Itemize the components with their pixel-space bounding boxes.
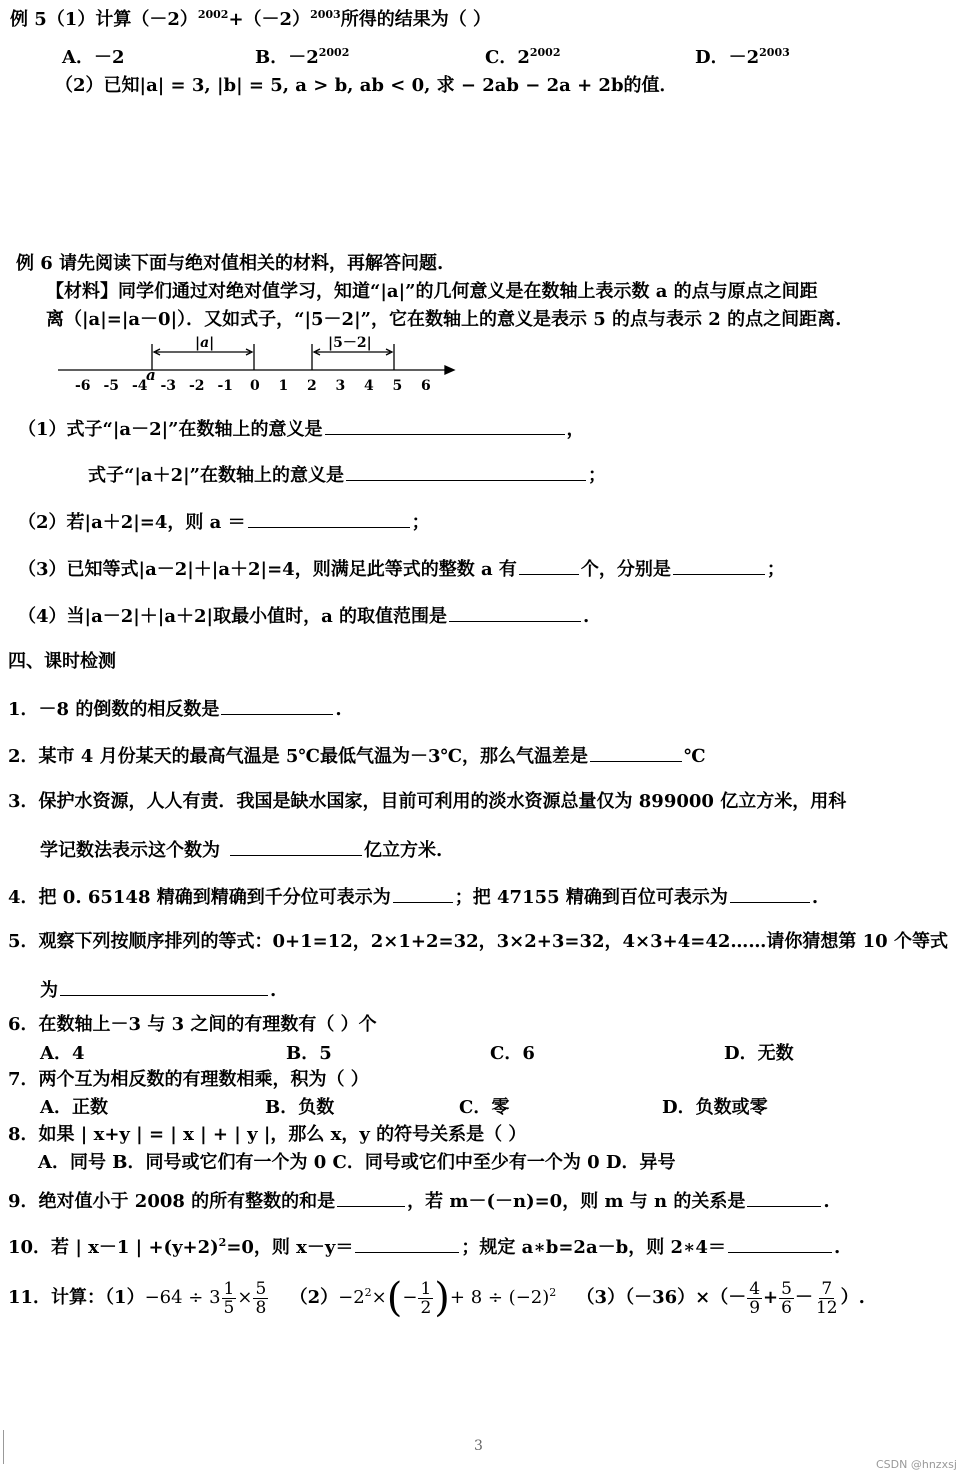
answer-blank-s4q4b[interactable] [730, 884, 810, 903]
fraction-1-5: $\frac{1}{5}$ [223, 1278, 235, 1318]
ex5-question2: （2）已知|a| = 3, |b| = 5, a > b, ab < 0, 求 − 2ab − 2a + 2b的值． [55, 75, 678, 96]
fraction-4-9: $\frac{4}{9}$ [749, 1278, 761, 1318]
s4-q2: 2．某市 4 月份某天的最高气温是 5℃最低气温为－3℃，那么气温差是 ℃ [8, 743, 706, 769]
ex6-part4: （4）当|a－2|＋|a＋2|取最小值时，a 的取值范围是 . [18, 603, 589, 629]
tick-label: 1 [278, 378, 289, 394]
ex5-option-b: B．$-2^{2002}$ [255, 46, 350, 68]
s4-q7-option-b: B．负数 [265, 1097, 335, 1118]
big-paren-left: ( [386, 1275, 403, 1321]
tick-label: -4 [132, 378, 148, 394]
s4-q8-options: A．同号 B．同号或它们有一个为 0 C．同号或它们中至少有一个为 0 D．异号 [38, 1152, 676, 1173]
s4-q3-line1: 3．保护水资源，人人有责．我国是缺水国家，目前可利用的淡水资源总量仅为 899000 亿立方米，用科 [8, 791, 847, 812]
answer-blank-s4q3[interactable] [230, 837, 362, 856]
answer-blank-3b[interactable] [673, 556, 765, 575]
page-number: 3 [474, 1438, 483, 1454]
number-line-arrow [445, 366, 454, 374]
ex6-material-line1: 【材料】同学们通过对绝对值学习，知道“|a|”的几何意义是在数轴上表示数 a 的点与原点之间距 [46, 281, 818, 302]
number-line-label-a: |a| [195, 335, 215, 351]
answer-blank-2[interactable] [248, 509, 410, 528]
answer-blank-s4q1[interactable] [221, 696, 333, 715]
answer-blank-s4q5[interactable] [60, 977, 268, 996]
s4-q10: 10．若 | x－1 | $+(y+2)^2=0$，则 x－y＝ ；规定 a∗b=2a－b，则 2∗4＝ . [8, 1236, 841, 1258]
ex6-part3: （3）已知等式|a－2|＋|a＋2|=4，则满足此等式的整数 a 有 个，分别是 ； [18, 556, 785, 582]
answer-blank-1b[interactable] [346, 462, 586, 481]
tick-label: -2 [189, 378, 205, 394]
s4-q7-option-a: A．正数 [40, 1097, 108, 1118]
tick-label: -5 [103, 378, 120, 394]
s4-q6-option-a: A．4 [40, 1043, 85, 1064]
s4-q11: 11．计算：（1）−64 ÷ 3 $\frac{1}{5}$ × $\frac{5}{8}$ $(2)-2^2\times(-$ $\frac{1}{2}$ )+ $8 \div (-2)^2$ （3）（－36）×（－ $\frac{4}{9}$ + $\frac{5}{6}$ － $\frac{7}{12}$ ）. [8, 1275, 865, 1321]
tick-label: 2 [307, 378, 317, 394]
tick-label: 5 [392, 378, 403, 394]
answer-blank-1a[interactable] [325, 416, 565, 435]
number-line-figure [50, 330, 470, 396]
tick-label: 0 [250, 378, 260, 394]
tick-label: -6 [75, 378, 91, 394]
s4-q5-line1: 5．观察下列按顺序排列的等式：0+1=12，2×1+2=32，3×2+3=32，4×3+4=42……请你猜想第 10 个等式 [8, 931, 948, 952]
s4-q6: 6．在数轴上－3 与 3 之间的有理数有（ ）个 [8, 1014, 377, 1035]
s4-q4: 4．把 0. 65148 精确到精确到千分位可表示为 ；把 47155 精确到百位可表示为 . [8, 884, 818, 910]
answer-blank-s4q2[interactable] [590, 743, 682, 762]
section4-title: 四、课时检测 [8, 651, 116, 672]
s4-q1: 1．－8 的倒数的相反数是 . [8, 696, 342, 722]
s4-q6-option-b: B．5 [286, 1043, 332, 1064]
page-corner-mark [3, 1430, 4, 1464]
s4-q3-line2: 学记数法表示这个数为 亿立方米. [40, 837, 442, 863]
s4-q6-option-c: C．6 [490, 1043, 535, 1064]
answer-blank-s4q4a[interactable] [393, 884, 453, 903]
fraction-1-2: $\frac{1}{2}$ [420, 1278, 432, 1318]
answer-blank-3a[interactable] [519, 556, 579, 575]
ex5-option-d: D．$-2^{2003}$ [695, 46, 790, 68]
answer-blank-4[interactable] [449, 603, 581, 622]
number-line-point-a: a [146, 366, 156, 384]
tick-label: 3 [335, 378, 346, 394]
number-line-label-52: |5－2| [328, 335, 372, 351]
tick-label: -3 [160, 378, 177, 394]
ex5-option-c: C．$2^{2002}$ [485, 46, 561, 68]
ex6-part1a: （1）式子“|a－2|”在数轴上的意义是 ， [18, 416, 585, 442]
answer-blank-s4q10b[interactable] [728, 1234, 832, 1253]
s4-q7-option-c: C．零 [459, 1097, 510, 1118]
tick-label: 4 [364, 378, 374, 394]
ex5-option-a: A．－2 [62, 47, 125, 68]
fraction-5-8: $\frac{5}{8}$ [255, 1278, 267, 1318]
answer-blank-s4q10a[interactable] [355, 1234, 459, 1253]
tick-label: -1 [217, 378, 234, 394]
tick-label: 6 [421, 378, 431, 394]
s4-q9: 9．绝对值小于 2008 的所有整数的和是 ，若 m－(－n)=0，则 m 与 n 的关系是 . [8, 1188, 830, 1214]
ex6-part1b: 式子“|a＋2|”在数轴上的意义是 ； [88, 462, 606, 488]
fraction-7-12: $\frac{7}{12}$ [815, 1278, 838, 1318]
ex5-question1: 例 5（1）计算$(-2)^{2002}+(-2)^{2003}$所得的结果为（ ） [10, 8, 491, 30]
s4-q7-option-d: D．负数或零 [662, 1097, 768, 1118]
s4-q7: 7．两个互为相反数的有理数相乘，积为（ ） [8, 1069, 369, 1090]
big-paren-right: ) [434, 1275, 450, 1321]
answer-blank-s4q9a[interactable] [337, 1188, 405, 1207]
ex6-title: 例 6 请先阅读下面与绝对值相关的材料，再解答问题. [16, 253, 444, 274]
s4-q5-line2: 为 . [40, 977, 276, 1003]
watermark: CSDN @hnzxsj [876, 1458, 957, 1471]
fraction-5-6: $\frac{5}{6}$ [781, 1278, 792, 1318]
ex6-material-line2: 离（|a|=|a－0|）．又如式子，“|5－2|”，它在数轴上的意义是表示 5 的点与表示 2 的点之间距离. [46, 309, 842, 330]
answer-blank-s4q9b[interactable] [747, 1188, 821, 1207]
ex6-part2: （2）若|a＋2|=4，则 a ＝ ； [18, 509, 430, 535]
s4-q6-option-d: D．无数 [724, 1043, 794, 1064]
s4-q8: 8．如果 | x+y | = | x | + | y |，那么 x，y 的符号关系是（ ） [8, 1124, 527, 1145]
